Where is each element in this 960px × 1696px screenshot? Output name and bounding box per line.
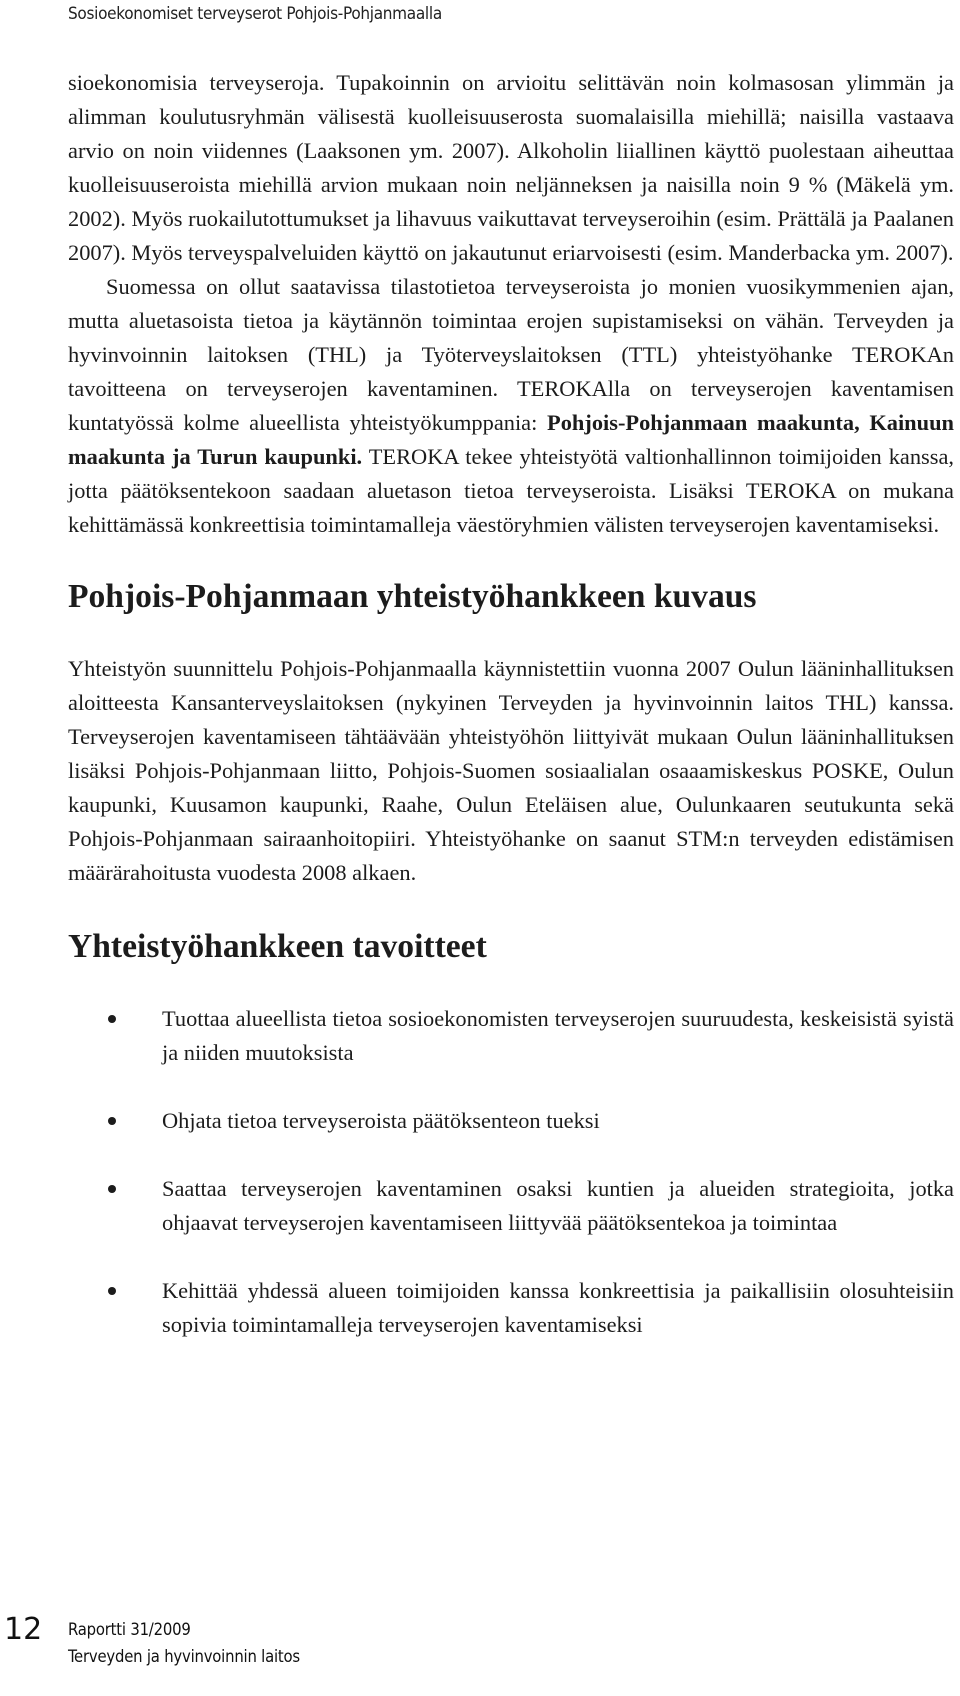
page-content (68, 66, 954, 1376)
footer (68, 1616, 300, 1670)
page-number: 12 (4, 1612, 43, 1647)
body-paragraph (68, 270, 954, 542)
section-heading: Pohjois-Pohjanmaan yhteistyöhankkeen kuvaus (68, 578, 757, 615)
goal-list-item (68, 1002, 954, 1070)
section-heading: Yhteistyöhankkeen tavoitteet (68, 928, 487, 965)
goal-text: Tuottaa alueellista tietoa sosioekonomisten terveyserojen suuruudesta, keskeisistä syistä ja niiden muutoksista (162, 1006, 954, 1065)
goal-list-item (68, 1274, 954, 1342)
paragraph-text: TEROKA tekee yhteistyötä valtionhallinnon toimijoiden kanssa, jotta päätöksentekoon saadaan aluetason tietoa terveyseroista. Lisäksi TEROKA on mukana kehittämässä konkreettisia toimintamalleja väestöryhmien välisten terveyserojen kaventamiseksi. (68, 444, 954, 537)
goal-text: Saattaa terveyserojen kaventaminen osaksi kuntien ja alueiden strategioita, jotka ohjaavat terveyserojen kaventamiseen liittyvää päätöksentekoa ja toimintaa (162, 1176, 954, 1235)
goal-text: Ohjata tietoa terveyseroista päätöksenteon tueksi (162, 1108, 600, 1133)
goals-list (68, 1002, 954, 1342)
section-paragraph: Yhteistyön suunnittelu Pohjois-Pohjanmaalla käynnistettiin vuonna 2007 Oulun lääninhallituksen aloitteesta Kansanterveyslaitoksen (nykyinen Terveyden ja hyvinvoinnin laitos THL) kanssa. Terveyserojen kaventamiseen tähtäävään yhteistyöhön liittyivät mukaan Oulun lääninhallituksen lisäksi Pohjois-Pohjanmaan liitto, Pohjois-Suomen sosiaalialan osaaamiskeskus POSKE, Oulun kaupunki, Kuusamon kaupunki, Raahe, Oulun Eteläisen alue, Oulunkaaren seutukunta sekä Pohjois-Pohjanmaan sairaanhoitopiiri. Yhteistyöhanke on saanut STM:n terveyden edistämisen määrärahoitusta vuodesta 2008 alkaen. (68, 656, 954, 885)
running-header: Sosioekonomiset terveyserot Pohjois-Pohjanmaalla (68, 4, 442, 24)
goal-list-item (68, 1104, 954, 1138)
goal-list-item (68, 1172, 954, 1240)
partner-list-bold: Pohjois-Pohjanmaan maakunta, Kainuun maakunta ja Turun kaupunki. (68, 410, 954, 469)
footer-report: Raportti 31/2009 (68, 1620, 191, 1639)
goal-text: Kehittää yhdessä alueen toimijoiden kanssa konkreettisia ja paikallisiin olosuhteisiin sopivia toimintamalleja terveyserojen kaventamiseksi (162, 1278, 954, 1337)
body-paragraph: sioekonomisia terveyseroja. Tupakoinnin on arvioitu selittävän noin kolmasosan ylimmän ja alimman koulutusryhmän välisestä kuolleisuuserosta suomalaisilla miehillä; naisilla vastaava arvio on noin viidennes (Laaksonen ym. 2007). Alkoholin liiallinen käyttö puolestaan aiheuttaa kuolleisuuseroista miehillä arvion mukaan noin neljänneksen ja naisilla noin 9 % (Mäkelä ym. 2002). Myös ruokailutottumukset ja lihavuus vaikuttavat terveyseroihin (esim. Prättälä ja Paalanen 2007). Myös terveyspalveluiden käyttö on jakautunut eriarvoisesti (esim. Manderbacka ym. 2007). (68, 70, 954, 265)
paragraph-text: Suomessa on ollut saatavissa tilastotietoa terveyseroista jo monien vuosikymmenien ajan, mutta aluetasoista tietoa ja käytännön toimintaa erojen supistamiseksi on vähän. Terveyden ja hyvinvoinnin laitoksen (THL) ja Työterveyslaitoksen (TTL) yhteistyöhanke TEROKAn tavoitteena on terveyserojen kaventaminen. TEROKAlla on terveyserojen kaventamisen kuntatyössä kolme alueellista yhteistyökumppania: (68, 274, 954, 435)
footer-publisher: Terveyden ja hyvinvoinnin laitos (68, 1647, 300, 1666)
